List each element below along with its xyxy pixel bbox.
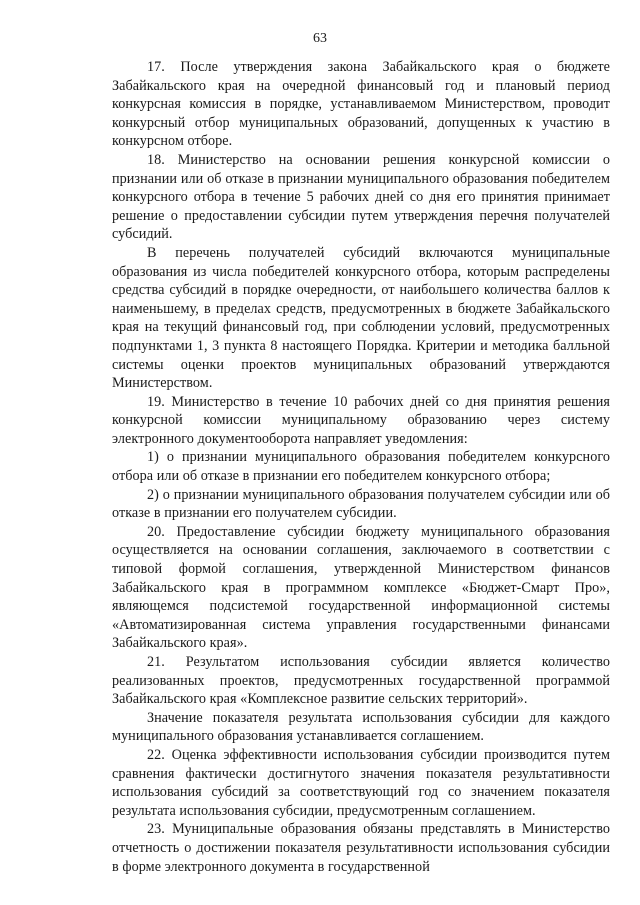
paragraph-20: 20. Предоставление субсидии бюджету муниципального образования осуществляется на основании соглашения, заключаемого в соответствии с типовой формой соглашения, утвержденной Министерством финансов Забайкальского края в программном комплексе «Бюджет-Смарт Про», являющемся подсистемой государственной информационной системы «Автоматизированная система управления государственными финансами Забайкальского края».	[112, 523, 610, 652]
paragraph-18: 18. Министерство на основании решения конкурсной комиссии о признании или об отказе в признании муниципального образования победителем конкурсного отбора в течение 5 рабочих дней со дня его принятия принимает решение о предоставлении субсидии путем утверждения перечня получателей субсидий.	[112, 151, 610, 243]
paragraph-21: 21. Результатом использования субсидии является количество реализованных проектов, предусмотренных государственной программой Забайкальского края «Комплексное развитие сельских территорий».	[112, 654, 610, 708]
paragraph-17: 17. После утверждения закона Забайкальского края о бюджете Забайкальского края на очередной финансовый год и плановый период конкурсная комиссия в порядке, устанавливаемом Министерством, проводит конкурсный отбор муниципальных образований, допущенных к участию в конкурсном отборе.	[112, 59, 610, 150]
paragraph-19-item-2: 2) о признании муниципального образования получателем субсидии или об отказе в признании его получателем субсидии.	[112, 486, 610, 522]
page-number: 63	[313, 31, 327, 46]
paragraph-23: 23. Муниципальные образования обязаны представлять в Министерство отчетность о достижении показателя результативности использования субсидии в форме электронного документа в государственной	[112, 821, 610, 875]
paragraph-19-item-1: 1) о признании муниципального образования победителем конкурсного отбора или об отказе в признании его победителем конкурсного отбора;	[112, 449, 610, 485]
paragraph-19: 19. Министерство в течение 10 рабочих дней со дня принятия решения конкурсной комиссии муниципальному образованию через систему электронного документооборота направляет уведомления:	[112, 393, 610, 447]
document-body	[112, 58, 610, 876]
paragraph-22: 22. Оценка эффективности использования субсидии производится путем сравнения фактически достигнутого значения показателя результативности использования субсидий за соответствующий год со значением показателя результата использования субсидии, предусмотренным соглашением.	[112, 746, 610, 819]
paragraph-indicator-value: Значение показателя результата использования субсидии для каждого муниципального образования устанавливается соглашением.	[112, 709, 610, 745]
paragraph-recipients-list: В перечень получателей субсидий включаются муниципальные образования из числа победителей конкурсного отбора, которым распределены средства субсидий в порядке очередности, от наибольшего количества баллов к наименьшему, в пределах средств, предусмотренных в бюджете Забайкальского края на текущий финансовый год, при соблюдении условий, предусмотренных подпунктами 1, 3 пункта 8 настоящего Порядка. Критерии и методика балльной системы оценки проектов муниципальных образований утверждаются Министерством.	[112, 244, 610, 392]
